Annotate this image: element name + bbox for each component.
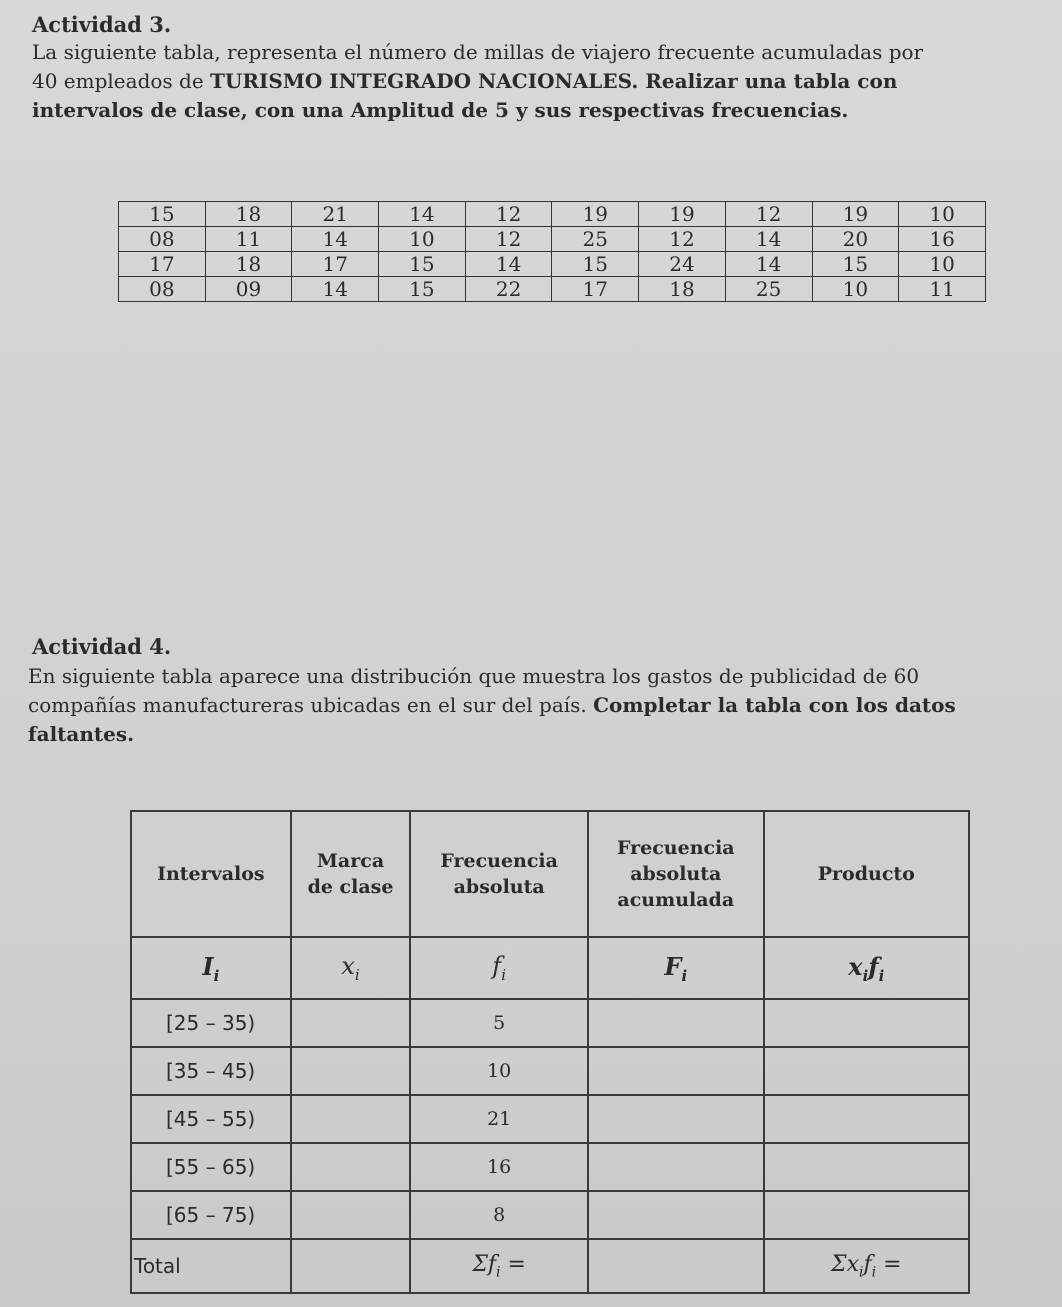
activity4-line2 — [28, 691, 1038, 720]
producto-cell[interactable] — [764, 1047, 969, 1095]
sum-f-cell[interactable] — [410, 1239, 588, 1293]
frecuencia-acumulada-cell[interactable] — [588, 1143, 764, 1191]
sum-xf-f-sub: i — [871, 1264, 877, 1281]
marca-clase-cell[interactable] — [291, 1095, 411, 1143]
interval-row — [131, 999, 969, 1047]
data-cell: 18 — [639, 277, 726, 302]
header-marca-line1: Marca — [316, 850, 385, 872]
data-cell: 19 — [639, 202, 726, 227]
producto-cell[interactable] — [764, 999, 969, 1047]
interval-row — [131, 1095, 969, 1143]
data-cell: 17 — [292, 252, 379, 277]
header-marca-clase — [291, 811, 411, 937]
symbol-f-sub: i — [501, 965, 506, 984]
data-cell: 17 — [119, 252, 206, 277]
data-cell: 11 — [899, 277, 986, 302]
symbol-acumulada — [588, 937, 764, 999]
data-cell: 08 — [119, 277, 206, 302]
activity4-line2-text: compañías manufactureras ubicadas en el sur del país. — [28, 693, 594, 717]
symbol-marca — [291, 937, 411, 999]
symbol-intervalos — [131, 937, 291, 999]
header-frec-line1: Frecuencia — [440, 850, 558, 872]
activity4-instruction: Completar la tabla con los datos — [593, 693, 956, 717]
interval-cell: [55 – 65) — [131, 1143, 291, 1191]
frecuencia-acumulada-cell[interactable] — [588, 1191, 764, 1239]
producto-cell[interactable] — [764, 1095, 969, 1143]
total-marca-cell[interactable] — [291, 1239, 411, 1293]
data-cell: 12 — [725, 202, 812, 227]
sum-f-sub: i — [496, 1264, 501, 1281]
miles-data-table — [118, 201, 986, 302]
activity4-line1: En siguiente tabla aparece una distribución que muestra los gastos de publicidad de 60 — [28, 664, 920, 688]
header-producto — [764, 811, 969, 937]
data-cell: 17 — [552, 277, 639, 302]
data-row — [119, 202, 986, 227]
data-cell: 10 — [899, 202, 986, 227]
data-cell: 20 — [812, 227, 899, 252]
symbol-F-sub: i — [681, 966, 688, 985]
data-cell: 10 — [379, 227, 466, 252]
symbol-x-sub: i — [354, 965, 360, 984]
total-label: Total — [131, 1239, 291, 1293]
symbol-prod-x: x — [848, 951, 863, 981]
data-cell: 19 — [812, 202, 899, 227]
data-cell: 09 — [205, 277, 292, 302]
data-cell: 10 — [899, 252, 986, 277]
frecuencia-acumulada-cell[interactable] — [588, 999, 764, 1047]
data-cell: 19 — [552, 202, 639, 227]
interval-cell: [65 – 75) — [131, 1191, 291, 1239]
data-cell: 15 — [119, 202, 206, 227]
frecuencia-cell: 8 — [410, 1191, 588, 1239]
activity4-statement — [28, 662, 1038, 749]
data-cell: 14 — [292, 277, 379, 302]
data-cell: 18 — [205, 202, 292, 227]
marca-clase-cell[interactable] — [291, 1191, 411, 1239]
marca-clase-cell[interactable] — [291, 1143, 411, 1191]
producto-cell[interactable] — [764, 1191, 969, 1239]
symbol-producto — [764, 937, 969, 999]
interval-cell: [25 – 35) — [131, 999, 291, 1047]
symbol-row — [131, 937, 969, 999]
data-cell: 14 — [465, 252, 552, 277]
activity3-line2-instruction: Realizar una tabla con — [638, 69, 898, 93]
sum-xf-eq: = — [876, 1251, 902, 1277]
header-intervalos-label: Intervalos — [157, 863, 265, 885]
data-cell: 18 — [205, 252, 292, 277]
frecuencia-cell: 21 — [410, 1095, 588, 1143]
symbol-F: F — [664, 951, 682, 981]
data-cell: 14 — [292, 227, 379, 252]
data-cell: 14 — [379, 202, 466, 227]
sum-f-eq: = — [500, 1251, 526, 1277]
data-cell: 15 — [812, 252, 899, 277]
data-cell: 15 — [379, 252, 466, 277]
header-acum-line3: acumulada — [617, 889, 735, 911]
data-cell: 22 — [465, 277, 552, 302]
symbol-prod-f-sub: i — [878, 966, 885, 985]
interval-row — [131, 1191, 969, 1239]
activity4-title: Actividad 4. — [32, 634, 172, 659]
data-cell: 21 — [292, 202, 379, 227]
total-acumulada-cell[interactable] — [588, 1239, 764, 1293]
data-cell: 14 — [725, 227, 812, 252]
data-cell: 12 — [465, 227, 552, 252]
activity3-line2 — [32, 67, 1032, 96]
sum-xf-f: f — [863, 1251, 872, 1277]
data-row — [119, 227, 986, 252]
data-row — [119, 277, 986, 302]
data-cell: 24 — [639, 252, 726, 277]
symbol-I-sub: i — [213, 966, 220, 985]
interval-cell: [35 – 45) — [131, 1047, 291, 1095]
header-frecuencia-absoluta — [410, 811, 588, 937]
data-row — [119, 252, 986, 277]
interval-row — [131, 1143, 969, 1191]
sum-xf-x: Σx — [831, 1251, 859, 1277]
symbol-prod-f: f — [868, 951, 879, 981]
interval-row — [131, 1047, 969, 1095]
frecuencia-cell: 16 — [410, 1143, 588, 1191]
header-acum-line2: absoluta — [630, 863, 722, 885]
frecuencia-cell: 5 — [410, 999, 588, 1047]
header-acum-line1: Frecuencia — [616, 837, 735, 859]
activity3-statement — [32, 38, 1032, 125]
data-cell: 16 — [899, 227, 986, 252]
header-frecuencia-acumulada — [588, 811, 764, 937]
activity3-title: Actividad 3. — [32, 12, 172, 37]
data-cell: 12 — [639, 227, 726, 252]
marca-clase-cell[interactable] — [291, 1047, 411, 1095]
frecuencia-acumulada-cell[interactable] — [588, 1047, 764, 1095]
data-cell: 08 — [119, 227, 206, 252]
symbol-f: f — [492, 952, 502, 981]
distribution-table — [130, 810, 970, 1294]
data-cell: 12 — [465, 202, 552, 227]
data-cell: 25 — [552, 227, 639, 252]
frecuencia-cell: 10 — [410, 1047, 588, 1095]
header-intervalos — [131, 811, 291, 937]
sum-xf-cell[interactable] — [764, 1239, 969, 1293]
data-cell: 14 — [725, 252, 812, 277]
data-cell: 11 — [205, 227, 292, 252]
sum-xf-x-sub: i — [859, 1264, 864, 1281]
total-row — [131, 1239, 969, 1293]
data-cell: 10 — [812, 277, 899, 302]
activity3-line1: La siguiente tabla, representa el número de millas de viajero frecuente acumuladas por — [32, 40, 924, 64]
interval-cell: [45 – 55) — [131, 1095, 291, 1143]
data-cell: 15 — [379, 277, 466, 302]
sum-f: Σf — [472, 1251, 497, 1277]
header-marca-line2: de clase — [307, 876, 394, 898]
symbol-prod-x-sub: i — [862, 966, 869, 985]
frecuencia-acumulada-cell[interactable] — [588, 1095, 764, 1143]
producto-cell[interactable] — [764, 1143, 969, 1191]
activity3-line3: intervalos de clase, con una Amplitud de 5 y sus respectivas frecuencias. — [32, 98, 849, 122]
symbol-frecuencia — [410, 937, 588, 999]
data-cell: 15 — [552, 252, 639, 277]
marca-clase-cell[interactable] — [291, 999, 411, 1047]
activity3-company-name: TURISMO INTEGRADO NACIONALES. — [210, 69, 639, 93]
activity3-line2-text: 40 empleados de — [32, 69, 211, 93]
header-row — [131, 811, 969, 937]
header-frec-line2: absoluta — [453, 876, 545, 898]
symbol-I: I — [202, 951, 214, 981]
header-producto-label: Producto — [817, 863, 915, 885]
symbol-x: x — [341, 952, 355, 981]
activity4-line3: faltantes. — [28, 722, 135, 746]
data-cell: 25 — [725, 277, 812, 302]
